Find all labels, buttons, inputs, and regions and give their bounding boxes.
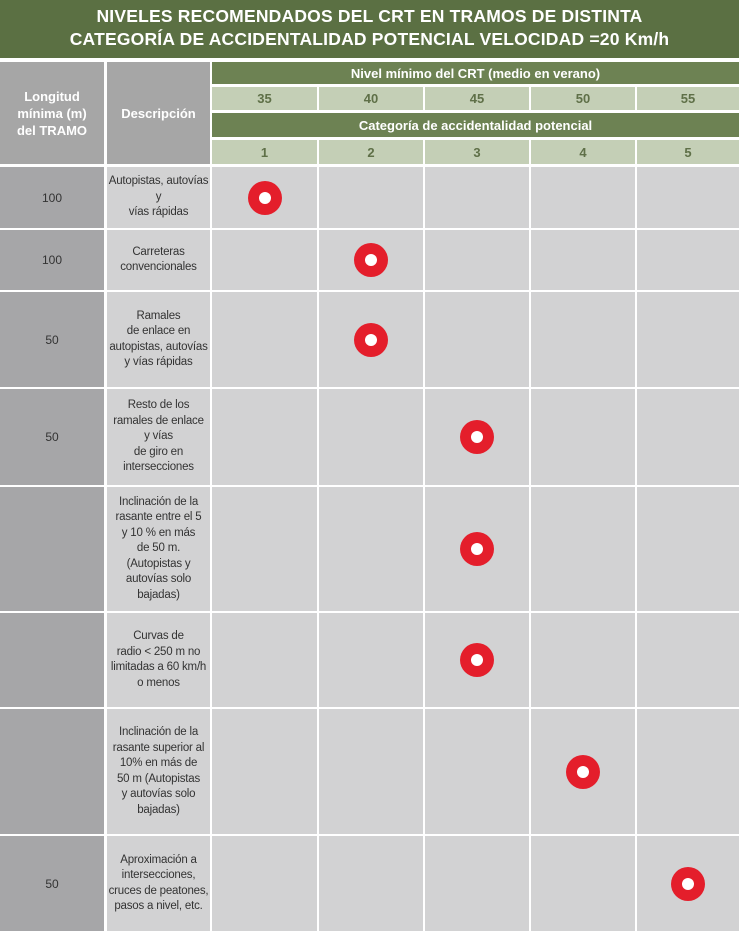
category-4 [531,140,635,164]
table-cell [637,836,739,931]
table-cell [425,709,529,834]
row-description [107,230,210,290]
header-crt-level-text: Nivel mínimo del CRT (medio en verano) [350,65,601,81]
table-cell [425,292,529,387]
category-3 [425,140,529,164]
table-cell [212,389,317,485]
header-length [0,62,104,164]
row-description [107,613,210,707]
header-description [107,62,210,164]
row-description [107,487,210,611]
table-cell [531,389,635,485]
row-description-text: Curvas de radio < 250 m no limitadas a 60 km/h o menos [110,630,207,689]
row-length [0,167,104,228]
row-length [0,487,104,611]
row-length [0,836,104,931]
row-length-text: 50 [45,430,59,444]
row-description [107,709,210,834]
table-cell [531,836,635,931]
row-length-text: 50 [45,876,59,891]
table-cell [425,389,529,485]
category-1 [212,140,317,164]
table-cell [425,230,529,290]
table-cell [319,613,423,707]
table-cell [637,167,739,228]
red-circle-marker-icon [460,420,494,454]
table-cell [425,836,529,931]
crt-value-35 [212,87,317,110]
header-crt-level [212,62,739,84]
table-cell [425,613,529,707]
table-cell [212,613,317,707]
red-circle-marker-icon [460,643,494,677]
row-description-text: Inclinación de la rasante superior al 10% en más de 50 m (Autopistas y autovías solo bajadas) [112,726,205,816]
header-category-text: Categoría de accidentalidad potencial [358,117,593,133]
row-description-text: Inclinación de la rasante entre el 5 y 10 % en más de 50 m. (Autopistas y autovías solo bajadas) [115,495,202,601]
table-cell [637,292,739,387]
table-cell [212,709,317,834]
title-line-1: NIVELES RECOMENDADOS DEL CRT EN TRAMOS DE DISTINTA [96,6,643,26]
crt-value-50-text: 50 [575,91,591,106]
row-length [0,709,104,834]
header-category [212,113,739,137]
table-cell [319,292,423,387]
table-cell [531,613,635,707]
header-length-text: Longitud mínima (m) del TRAMO [16,88,88,138]
table-cell [531,487,635,611]
row-description-text: Aproximación a intersecciones, cruces de peatones, pasos a nivel, etc. [108,853,209,912]
red-circle-marker-icon [460,532,494,566]
table-cell [212,230,317,290]
red-circle-marker-icon [354,323,388,357]
crt-value-50 [531,87,635,110]
table-title [0,0,739,58]
header-description-text: Descripción [121,105,196,121]
table-cell [212,836,317,931]
row-length [0,389,104,485]
row-length-text: 100 [41,190,63,205]
row-length-text: 100 [41,253,63,267]
table-cell [531,230,635,290]
crt-value-55-text: 55 [680,91,696,106]
table-cell [531,292,635,387]
red-circle-marker-icon [248,181,282,215]
crt-value-40 [319,87,423,110]
table-cell [319,487,423,611]
table-cell [425,167,529,228]
category-5-text: 5 [684,144,692,160]
row-description [107,167,210,228]
table-cell [212,292,317,387]
table-cell [637,709,739,834]
crt-value-35-text: 35 [257,91,272,106]
row-length [0,230,104,290]
crt-value-40-text: 40 [363,91,379,106]
table-cell [531,167,635,228]
row-description-text: Autopistas, autovías y vías rápidas [108,175,209,219]
table-cell [637,230,739,290]
crt-value-45-text: 45 [469,91,485,106]
table-cell [319,230,423,290]
table-cell [212,487,317,611]
row-description [107,292,210,387]
crt-value-45 [425,87,529,110]
red-circle-marker-icon [671,867,705,901]
category-5 [637,140,739,164]
category-2-text: 2 [367,144,375,160]
row-description [107,836,210,931]
row-description-text: Ramales de enlace en autopistas, autovías y vías rápidas [109,309,208,368]
table-cell [531,709,635,834]
category-4-text: 4 [579,144,587,160]
table-cell [319,389,423,485]
crt-value-55 [637,87,739,110]
red-circle-marker-icon [354,243,388,277]
row-length-text: 50 [45,332,59,347]
row-description-text: Carreteras convencionales [120,245,197,273]
title-line-2: CATEGORÍA DE ACCIDENTALIDAD POTENCIAL VELOCIDAD =20 Km/h [69,29,670,49]
table-cell [319,836,423,931]
row-description [107,389,210,485]
row-description-text: Resto de los ramales de enlace y vías de giro en intersecciones [113,399,204,474]
category-3-text: 3 [473,144,481,160]
table-cell [637,389,739,485]
category-2 [319,140,423,164]
table-cell [637,613,739,707]
table-cell [212,167,317,228]
table-cell [319,709,423,834]
row-length [0,613,104,707]
row-length [0,292,104,387]
table-cell [637,487,739,611]
table-cell [425,487,529,611]
table-cell [319,167,423,228]
red-circle-marker-icon [566,755,600,789]
category-1-text: 1 [260,144,269,160]
